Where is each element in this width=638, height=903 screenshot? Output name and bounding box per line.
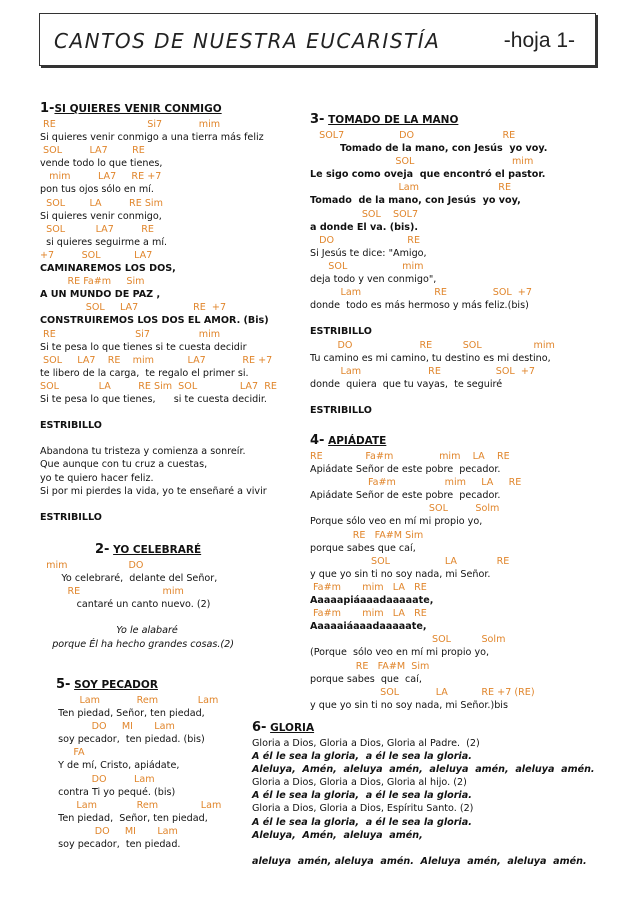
lyric-line: Y de mí, Cristo, apiádate, bbox=[52, 760, 180, 772]
lyric-line: vende todo lo que tienes, bbox=[40, 158, 163, 170]
lyric-line: Si te pesa lo que tienes, si te cuesta decidir. bbox=[40, 393, 267, 405]
chord-line: Fa#m mim LA RE bbox=[310, 608, 427, 620]
chord-line: SOL LA7 RE bbox=[40, 223, 154, 235]
song-1-lines bbox=[40, 118, 302, 524]
lyric-line: te libero de la carga, te regalo el primer si. bbox=[40, 367, 249, 379]
chord-line: +7 SOL LA7 bbox=[40, 249, 153, 261]
chord-line: Fa#m mim LA RE bbox=[310, 477, 522, 489]
chord-line: RE Si7 mim bbox=[40, 328, 221, 340]
lyric-line: Abandona tu tristeza y comienza a sonreír. bbox=[40, 446, 246, 458]
lyric-line: ESTRIBILLO bbox=[310, 404, 372, 416]
lyric-line: A él le sea la gloria, a él le sea la gloria. bbox=[252, 790, 472, 802]
lyric-line: A él le sea la gloria, a él le sea la gloria. bbox=[252, 816, 472, 828]
lyric-line: soy pecador, ten piedad. bbox=[52, 839, 181, 851]
song-4 bbox=[310, 434, 610, 712]
song-5 bbox=[52, 678, 252, 851]
lyric-line: aleluya amén, aleluya amén. Aleluya amén, aleluya amén. bbox=[252, 855, 587, 867]
lyric-line: Aleluya, Amén, aleluya amén, bbox=[252, 829, 423, 841]
chord-line: SOL mim bbox=[310, 156, 534, 168]
lyric-line: soy pecador, ten piedad. (bis) bbox=[52, 734, 205, 746]
chord-line: Lam RE bbox=[310, 182, 512, 194]
lyric-line: (Porque sólo veo en mí mi propio yo, bbox=[310, 647, 490, 659]
chord-line: SOL Solm bbox=[310, 503, 500, 515]
chord-line: RE Fa#m Sim bbox=[40, 276, 145, 288]
lyric-line: Tomado de la mano, con Jesús yo voy, bbox=[310, 195, 521, 207]
lyric-line: Gloria a Dios, Gloria a Dios, Gloria al Padre. (2) bbox=[252, 738, 480, 749]
song-2-heading: 2- YO CELEBRARÉ bbox=[95, 542, 202, 557]
chord-line: FA bbox=[52, 747, 85, 759]
lyric-line: Gloria a Dios, Gloria a Dios, Gloria al hijo. (2) bbox=[252, 777, 467, 789]
song-1 bbox=[40, 102, 302, 524]
chord-line: Lam Rem Lam bbox=[52, 799, 222, 811]
song-4-lines bbox=[310, 450, 610, 712]
lyric-line: porque sabes que caí, bbox=[310, 542, 416, 554]
song-5-lines bbox=[52, 694, 252, 851]
lyric-line: A UN MUNDO DE PAZ , bbox=[40, 289, 161, 301]
song-3 bbox=[310, 113, 610, 417]
lyric-line: CONSTRUIREMOS LOS DOS EL AMOR. (Bis) bbox=[40, 315, 269, 327]
lyric-line: deja todo y ven conmigo", bbox=[310, 274, 437, 286]
lyric-line: contra Ti yo pequé. (bis) bbox=[52, 786, 176, 798]
lyric-line: cantaré un canto nuevo. (2) bbox=[40, 599, 211, 611]
chord-line: SOL LA RE bbox=[310, 555, 510, 567]
lyric-line: Yo le alabaré bbox=[40, 625, 178, 637]
chord-line: SOL LA RE Sim bbox=[40, 197, 163, 209]
sheet-label: -hoja 1- bbox=[503, 29, 575, 52]
song-5-heading: 5- SOY PECADOR bbox=[56, 677, 158, 692]
lyric-line: y que yo sin ti no soy nada, mi Señor.)bis bbox=[310, 699, 508, 711]
chord-line: Lam RE SOL +7 bbox=[310, 365, 536, 377]
lyric-line: yo te quiero hacer feliz. bbox=[40, 472, 154, 484]
song-3-lines bbox=[310, 129, 610, 417]
chord-line: SOL LA RE +7 (RE) bbox=[310, 686, 535, 698]
lyric-line: Si te pesa lo que tienes si te cuesta decidir bbox=[40, 341, 247, 353]
lyric-line: A él le sea la gloria, a él le sea la gloria. bbox=[252, 751, 472, 763]
lyric-line: Porque sólo veo en mí mi propio yo, bbox=[310, 516, 483, 528]
lyric-line: ESTRIBILLO bbox=[310, 326, 372, 338]
lyric-line: Le sigo como oveja que encontró el pastor. bbox=[310, 169, 546, 181]
lyric-line: porque sabes que caí, bbox=[310, 673, 422, 685]
chord-line: SOL LA7 RE bbox=[40, 145, 145, 157]
chord-line: RE FA#M Sim bbox=[310, 529, 424, 541]
lyric-line: Si quieres venir conmigo, bbox=[40, 210, 162, 222]
page-title: CANTOS DE NUESTRA EUCARISTÍA bbox=[54, 29, 441, 53]
lyric-line: Gloria a Dios, Gloria a Dios, Espíritu Santo. (2) bbox=[252, 803, 474, 815]
chord-line: mim LA7 RE +7 bbox=[40, 171, 162, 183]
lyric-line: porque Él ha hecho grandes cosas.(2) bbox=[40, 638, 234, 650]
spacer bbox=[40, 432, 302, 445]
chord-line: SOL SOL7 bbox=[310, 208, 419, 220]
song-6 bbox=[252, 721, 612, 868]
lyric-line: Aaaaapiáaaadaaaaate, bbox=[310, 595, 434, 607]
lyric-line: Apiádate Señor de este pobre pecador. bbox=[310, 490, 501, 502]
chord-line: RE Fa#m mim LA RE bbox=[310, 451, 510, 462]
lyric-line: ESTRIBILLO bbox=[40, 420, 102, 432]
chord-line: DO RE SOL mim bbox=[310, 339, 555, 351]
lyric-line: Tu camino es mi camino, tu destino es mi destino, bbox=[310, 352, 551, 364]
lyric-line: Ten piedad, Señor, ten piedad, bbox=[52, 812, 208, 824]
song-3-heading: 3- TOMADO DE LA MANO bbox=[310, 112, 459, 127]
lyric-line: Ten piedad, Señor, ten piedad, bbox=[52, 708, 205, 720]
lyric-line: a donde El va. (bis). bbox=[310, 221, 418, 233]
lyric-line: donde todo es más hermoso y más feliz.(bis) bbox=[310, 300, 529, 312]
chord-line: SOL Solm bbox=[310, 634, 506, 646]
chord-line: Lam Rem Lam bbox=[52, 695, 219, 706]
lyric-line: y que yo sin ti no soy nada, mi Señor. bbox=[310, 568, 491, 580]
chord-line: RE FA#M Sim bbox=[310, 660, 430, 672]
lyric-line: pon tus ojos sólo en mí. bbox=[40, 184, 154, 196]
chord-line: Fa#m mim LA RE bbox=[310, 581, 427, 593]
chord-line: SOL LA7 RE mim LA7 RE +7 bbox=[40, 354, 273, 366]
lyric-line: Que aunque con tu cruz a cuestas, bbox=[40, 459, 208, 471]
chord-line: DO MI Lam bbox=[52, 721, 175, 733]
chord-line: DO RE bbox=[310, 234, 421, 246]
spacer bbox=[40, 498, 302, 511]
lyric-line: CAMINAREMOS LOS DOS, bbox=[40, 263, 176, 275]
lyric-line: Apiádate Señor de este pobre pecador. bbox=[310, 464, 501, 476]
lyric-line: Aaaaaiáaaadaaaaate, bbox=[310, 621, 427, 633]
song-6-heading: 6- GLORIA bbox=[252, 720, 315, 735]
chord-line: RE mim bbox=[40, 586, 184, 598]
chord-line: Lam RE SOL +7 bbox=[310, 287, 532, 299]
lyric-line: ESTRIBILLO bbox=[40, 511, 102, 523]
lyric-line: si quieres seguirme a mí. bbox=[40, 236, 168, 248]
chord-line: SOL LA7 RE +7 bbox=[40, 302, 227, 314]
lyric-line: Aleluya, Amén, aleluya amén, aleluya amén, aleluya amén. bbox=[252, 764, 595, 776]
spacer bbox=[40, 406, 302, 419]
spacer bbox=[310, 312, 610, 325]
spacer bbox=[310, 391, 610, 404]
song-6-lines bbox=[252, 737, 612, 868]
lyric-line: Tomado de la mano, con Jesús yo voy. bbox=[310, 143, 548, 155]
chord-line: SOL mim bbox=[310, 260, 424, 272]
chord-line: SOL7 DO RE bbox=[310, 130, 516, 141]
song-1-heading: 1-SI QUIERES VENIR CONMIGO bbox=[40, 101, 222, 116]
lyric-line: Yo celebraré, delante del Señor, bbox=[40, 573, 218, 585]
lyric-line: Si quieres venir conmigo a una tierra más feliz bbox=[40, 132, 264, 144]
chord-line: mim DO bbox=[40, 560, 144, 571]
song-4-heading: 4- APIÁDATE bbox=[310, 433, 387, 448]
title-box bbox=[39, 13, 596, 66]
lyric-line: Si por mi pierdes la vida, yo te enseñaré a vivir bbox=[40, 485, 267, 497]
chord-line: DO MI Lam bbox=[52, 825, 178, 837]
lyric-line: donde quiera que tu vayas, te seguiré bbox=[310, 378, 503, 390]
chord-line: SOL LA RE Sim SOL LA7 RE bbox=[40, 380, 277, 392]
chord-line: RE Si7 mim bbox=[40, 119, 221, 130]
lyric-line: Si Jesús te dice: "Amigo, bbox=[310, 247, 427, 259]
song-2-lines bbox=[40, 559, 302, 651]
song-2 bbox=[40, 543, 302, 651]
spacer bbox=[40, 611, 302, 624]
chord-line: DO Lam bbox=[52, 773, 155, 785]
spacer bbox=[252, 842, 612, 855]
